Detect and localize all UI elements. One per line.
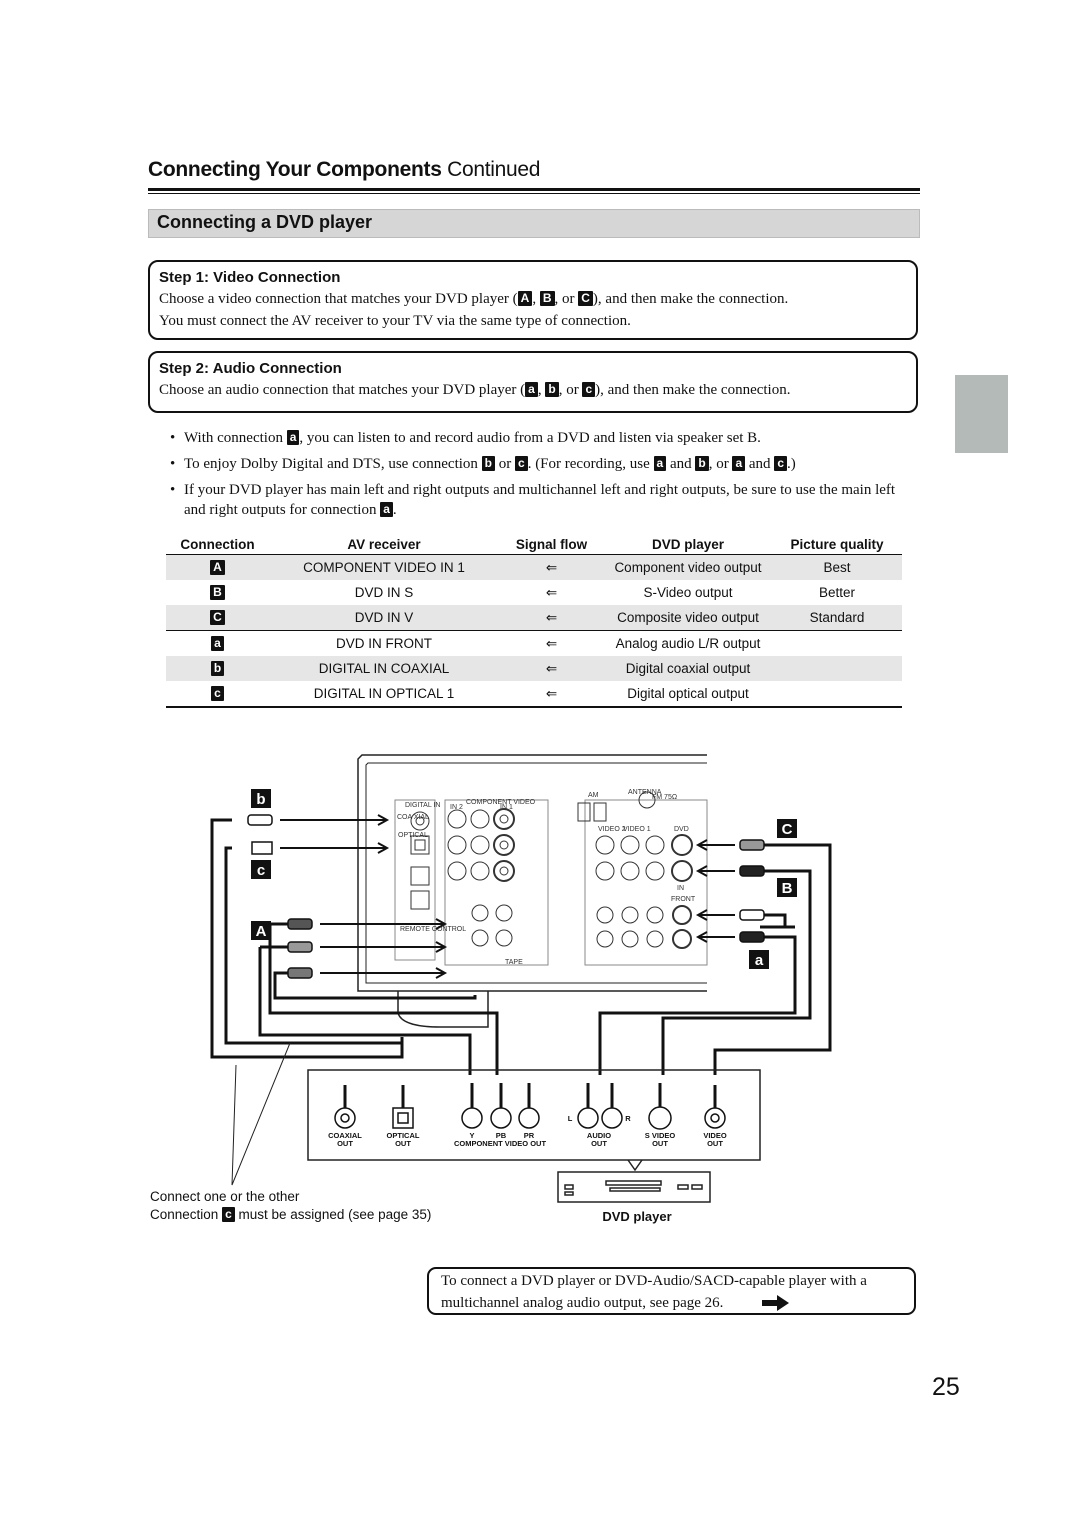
- step2-box: [148, 351, 918, 413]
- rl-front: FRONT: [671, 896, 696, 903]
- pj-video-out: OUT: [707, 1139, 723, 1148]
- arrow-right-icon: [761, 1294, 791, 1312]
- col-dvd-player: DVD player: [604, 534, 772, 555]
- table-row: C DVD IN V ⇐ Composite video output Standard: [166, 605, 902, 631]
- pj-y: Y: [469, 1131, 475, 1140]
- bullet-item: • If your DVD player has main left and right outputs and multichannel left and right outputs, be sure to use the main left and right outputs for connection a .: [170, 480, 910, 520]
- diag-label-A: A: [255, 923, 267, 940]
- step1-line2: You must connect the AV receiver to your TV via the same type of connection.: [159, 313, 631, 329]
- col-connection: Connection: [166, 534, 269, 555]
- dvd-player-unit: [558, 1172, 710, 1202]
- connect-note-line2: Connection c must be assigned (see page 35): [150, 1207, 432, 1222]
- connection-diagram: [140, 745, 940, 1245]
- page-number: 25: [932, 1373, 960, 1401]
- rl-fm: FM 75Ω: [652, 794, 678, 801]
- table-row: B DVD IN S ⇐ S-Video output Better: [166, 580, 902, 605]
- pj-pr: PR: [523, 1131, 535, 1140]
- table-row: c DIGITAL IN OPTICAL 1 ⇐ Digital optical output: [166, 681, 902, 707]
- note-line1: To connect a DVD player or DVD-Audio/SACD-capable player with a: [441, 1273, 867, 1289]
- label-C: C: [578, 291, 593, 306]
- rl-antenna: ANTENNA: [628, 789, 662, 796]
- diagram-letter-labels: [251, 789, 797, 969]
- rl-tape: TAPE: [505, 959, 523, 966]
- connect-note-line1: Connect one or the other: [150, 1189, 300, 1204]
- title-continued: Continued: [447, 158, 541, 181]
- pj-optical: OPTICAL: [386, 1131, 420, 1140]
- rl-remote: REMOTE CONTROL: [400, 926, 467, 933]
- table-row: a DVD IN FRONT ⇐ Analog audio L/R output: [166, 631, 902, 657]
- rl-video2: VIDEO 2: [598, 826, 626, 833]
- pj-optical-out: OUT: [395, 1139, 411, 1148]
- label-b: b: [545, 382, 558, 397]
- step1-line1: Choose a video connection that matches your DVD player ( A , B , or C ), and then make the connection.: [159, 291, 789, 307]
- title-rule-thick: [148, 188, 920, 191]
- multichannel-note: [427, 1267, 916, 1315]
- step1-title: Step 1: Video Connection: [159, 269, 341, 286]
- rl-video1: VIDEO 1: [623, 826, 651, 833]
- label-B: B: [540, 291, 555, 306]
- label-A: A: [518, 291, 533, 306]
- col-av-receiver: AV receiver: [269, 534, 499, 555]
- label-c: c: [582, 382, 595, 397]
- connection-table: [166, 534, 902, 708]
- col-signal-flow: Signal flow: [499, 534, 604, 555]
- pj-pb: PB: [495, 1131, 507, 1140]
- diag-label-B: B: [781, 880, 793, 897]
- pj-svideo-out: OUT: [652, 1139, 668, 1148]
- rl-dvd: DVD: [674, 826, 689, 833]
- bullet-item: • With connection a , you can listen to and record audio from a DVD and listen via speaker set B.: [170, 428, 910, 448]
- pj-l: L: [567, 1114, 573, 1123]
- rl-am: AM: [588, 792, 599, 799]
- note-line2: multichannel analog audio output, see page 26.: [441, 1295, 724, 1311]
- diag-label-b: b: [256, 791, 266, 808]
- connect-note: [150, 1188, 431, 1224]
- step2-title: Step 2: Audio Connection: [159, 360, 342, 377]
- rl-in1: IN 1: [500, 804, 513, 811]
- dvd-player-label: DVD player: [602, 1209, 672, 1224]
- pj-r: R: [625, 1114, 631, 1123]
- diag-label-c: c: [256, 862, 266, 879]
- pointer-lines: [232, 1043, 290, 1185]
- table-row: A COMPONENT VIDEO IN 1 ⇐ Component video output Best: [166, 555, 902, 581]
- pj-component: COMPONENT VIDEO OUT: [453, 1139, 547, 1148]
- rl-in: IN: [677, 885, 684, 892]
- pj-svideo: S VIDEO: [644, 1131, 676, 1140]
- receiver-jacks: [395, 792, 707, 965]
- side-tab: [955, 375, 1008, 453]
- pj-video: VIDEO: [703, 1131, 727, 1140]
- receiver-labels: [397, 789, 696, 966]
- step1-box: [148, 260, 918, 340]
- label-a: a: [525, 382, 538, 397]
- table-row: b DIGITAL IN COAXIAL ⇐ Digital coaxial output: [166, 656, 902, 681]
- pj-coaxial: COAXIAL: [328, 1131, 362, 1140]
- rl-optical: OPTICAL: [398, 832, 428, 839]
- table-header-row: [166, 534, 902, 555]
- section-heading: [148, 209, 920, 238]
- cable-arrows: [280, 815, 735, 978]
- dvd-output-panel: [308, 1070, 760, 1170]
- section-heading-text: Connecting a DVD player: [157, 212, 373, 232]
- rl-component: COMPONENT VIDEO: [466, 799, 536, 806]
- step2-line1: Choose an audio connection that matches your DVD player ( a , b , or c ), and then make the connection.: [159, 382, 791, 398]
- rl-digital-in: DIGITAL IN: [405, 802, 441, 809]
- pj-audio: AUDIO: [586, 1131, 612, 1140]
- bullet-item: • To enjoy Dolby Digital and DTS, use connection b or c . (For recording, use a and b , or a and c .): [170, 454, 910, 474]
- title-main: Connecting Your Components: [148, 158, 442, 181]
- title-rule-thin: [148, 193, 920, 194]
- col-picture-quality: Picture quality: [772, 534, 902, 555]
- rl-in2: IN 2: [450, 804, 463, 811]
- diag-label-a: a: [754, 952, 764, 969]
- pj-coaxial-out: OUT: [337, 1139, 353, 1148]
- rl-coaxial: COA XIAL: [397, 814, 429, 821]
- diag-label-C: C: [781, 821, 793, 838]
- pj-audio-out: OUT: [591, 1139, 607, 1148]
- page-title: [148, 158, 540, 182]
- bullet-list: [170, 428, 910, 526]
